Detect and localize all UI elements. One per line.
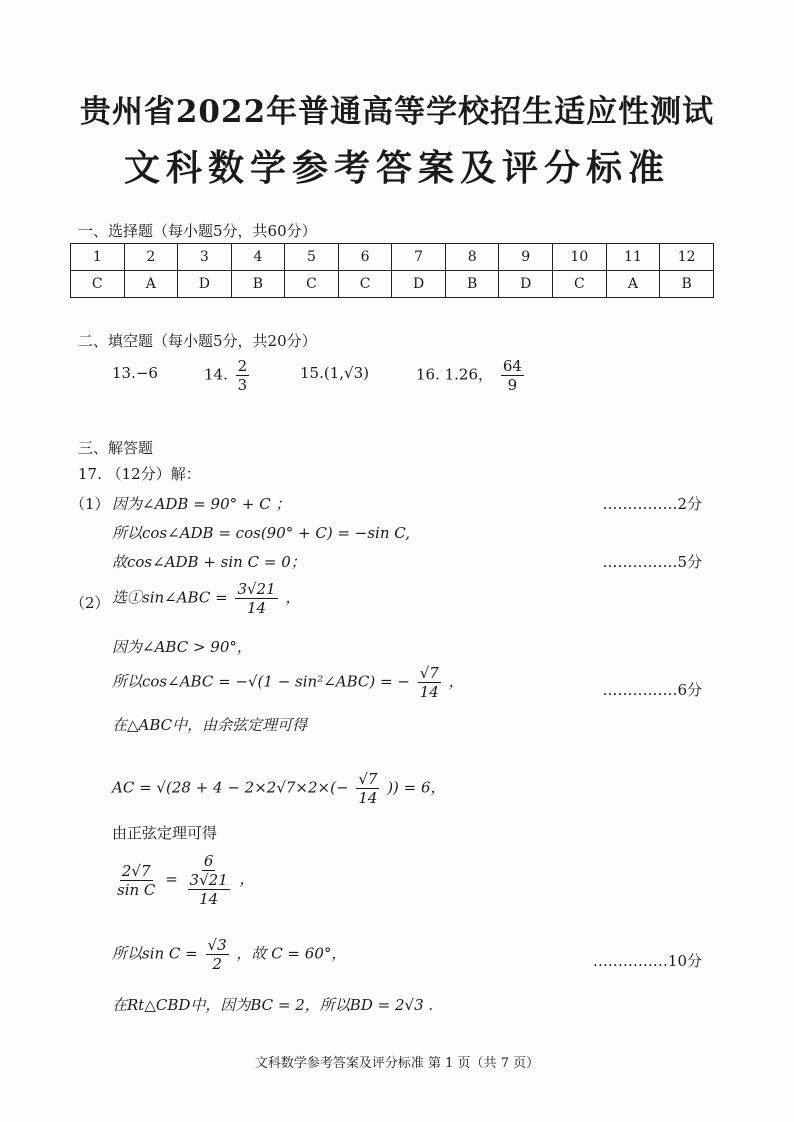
fraction-numerator: 64 [502,357,522,375]
part2-label: （2） [70,594,110,612]
fraction-denominator: 14 [419,683,439,701]
fill-answer-15: 15.(1,√3) [300,364,369,382]
answer-cell: A [606,271,660,298]
expression-text: ， [448,672,464,691]
question-number-cell: 11 [606,244,660,271]
answer-cell: A [124,271,178,298]
expression-text: ， [239,870,255,888]
question-number-cell: 10 [553,244,607,271]
score-mark: ……………10分 [592,952,702,970]
expression-text: 所以sin C = [112,944,198,963]
fraction [418,664,441,701]
document-title: 贵州省2022年普通高等学校招生适应性测试 [79,94,715,130]
fraction-numerator: √7 [358,770,378,788]
expression-text: ， [285,588,301,607]
fraction [186,852,232,908]
fraction-denominator: 14 [358,789,378,807]
fraction-numerator: 3√21 [189,871,228,889]
q17-line-10 [112,852,255,908]
fraction [236,357,250,394]
fraction-numerator: √7 [419,664,439,682]
question-number-cell: 1 [71,244,125,271]
q17-line-3: 故cos∠ADB + sin C = 0； [112,553,306,571]
q17-heading: 17. （12分）解： [78,465,201,483]
fraction [206,936,229,973]
question-number-cell: 8 [445,244,499,271]
fraction-numerator: 2 [237,357,248,375]
fraction-denominator: 14 [199,890,219,908]
q17-line-6 [112,664,464,701]
q17-line-8 [112,770,446,807]
score-mark: ……………5分 [602,553,702,571]
fraction-denominator: 2 [212,955,222,973]
answer-cell: B [660,271,714,298]
fill-answer-13: 13.−6 [112,364,158,382]
q17-line-5: 因为∠ABC > 90°， [112,638,252,656]
fraction [115,862,157,899]
expression-text: = [165,870,178,888]
fraction [356,770,379,807]
fraction-denominator: sin C [117,880,156,899]
q17-line-7: 在△ABC中，由余弦定理可得 [112,716,308,734]
answer-cell: C [553,271,607,298]
question-number-cell: 3 [178,244,232,271]
q17-line-12: 在Rt△CBD中，因为BC = 2，所以BD = 2√3 . [112,996,434,1014]
document-subtitle: 文科数学参考答案及评分标准 [123,147,670,189]
fraction-numerator: 6 [203,852,214,870]
answer-cell: C [71,271,125,298]
answer-cell: B [231,271,285,298]
fill-label-14: 14. [204,365,228,384]
question-number-cell: 5 [285,244,339,271]
expression-text: AC = √(28 + 4 − 2×2√7×2×(− [112,778,349,797]
fill-label-16: 16. 1.26， [416,365,494,384]
answer-table [70,243,714,298]
question-number-cell: 12 [660,244,714,271]
question-number-cell: 6 [338,244,392,271]
question-number-cell: 4 [231,244,285,271]
section-fill-heading: 二、填空题（每小题5分，共20分） [78,332,317,350]
fraction-numerator: √3 [207,936,227,954]
q17-line-4 [112,580,300,617]
expression-text: ，故 C = 60°， [236,944,347,963]
fill-answer-14 [204,357,252,394]
q17-line-1: 因为∠ADB = 90° + C ； [112,495,291,513]
expression-text: 所以cos∠ABC = −√(1 − sin²∠ABC) = − [112,672,410,691]
part1-label: （1） [70,495,110,513]
question-number-cell: 7 [392,244,446,271]
answer-cell: D [392,271,446,298]
nested-fraction [188,871,230,908]
fraction-denominator [186,871,232,908]
expression-text: 选①sin∠ABC = [112,588,228,607]
section-multiple-choice-heading: 一、选择题（每小题5分，共60分） [78,222,317,240]
q17-line-11 [112,936,346,973]
answer-row [71,271,714,298]
score-mark: ……………2分 [602,495,702,513]
question-number-row [71,244,714,271]
page-footer: 文科数学参考答案及评分标准 第 1 页（共 7 页） [254,1056,540,1071]
answer-cell: D [499,271,553,298]
answer-cell: C [338,271,392,298]
expression-text: )) = 6， [387,778,446,797]
answer-cell: C [285,271,339,298]
answer-cell: D [178,271,232,298]
fraction [501,357,524,394]
fraction-denominator: 3 [237,376,248,394]
score-mark: ……………6分 [602,681,702,699]
question-number-cell: 9 [499,244,553,271]
fraction-numerator: 3√21 [237,580,276,598]
answer-cell: B [445,271,499,298]
fraction-denominator: 9 [507,376,518,394]
fraction-denominator: 14 [247,599,267,617]
question-number-cell: 2 [124,244,178,271]
fill-answer-16 [416,357,527,394]
q17-line-2: 所以cos∠ADB = cos(90° + C) = −sin C, [112,524,410,542]
fraction [235,580,277,617]
q17-line-9: 由正弦定理可得 [112,824,218,842]
section-solutions-heading: 三、解答题 [78,439,154,457]
fraction-numerator: 2√7 [121,861,151,880]
